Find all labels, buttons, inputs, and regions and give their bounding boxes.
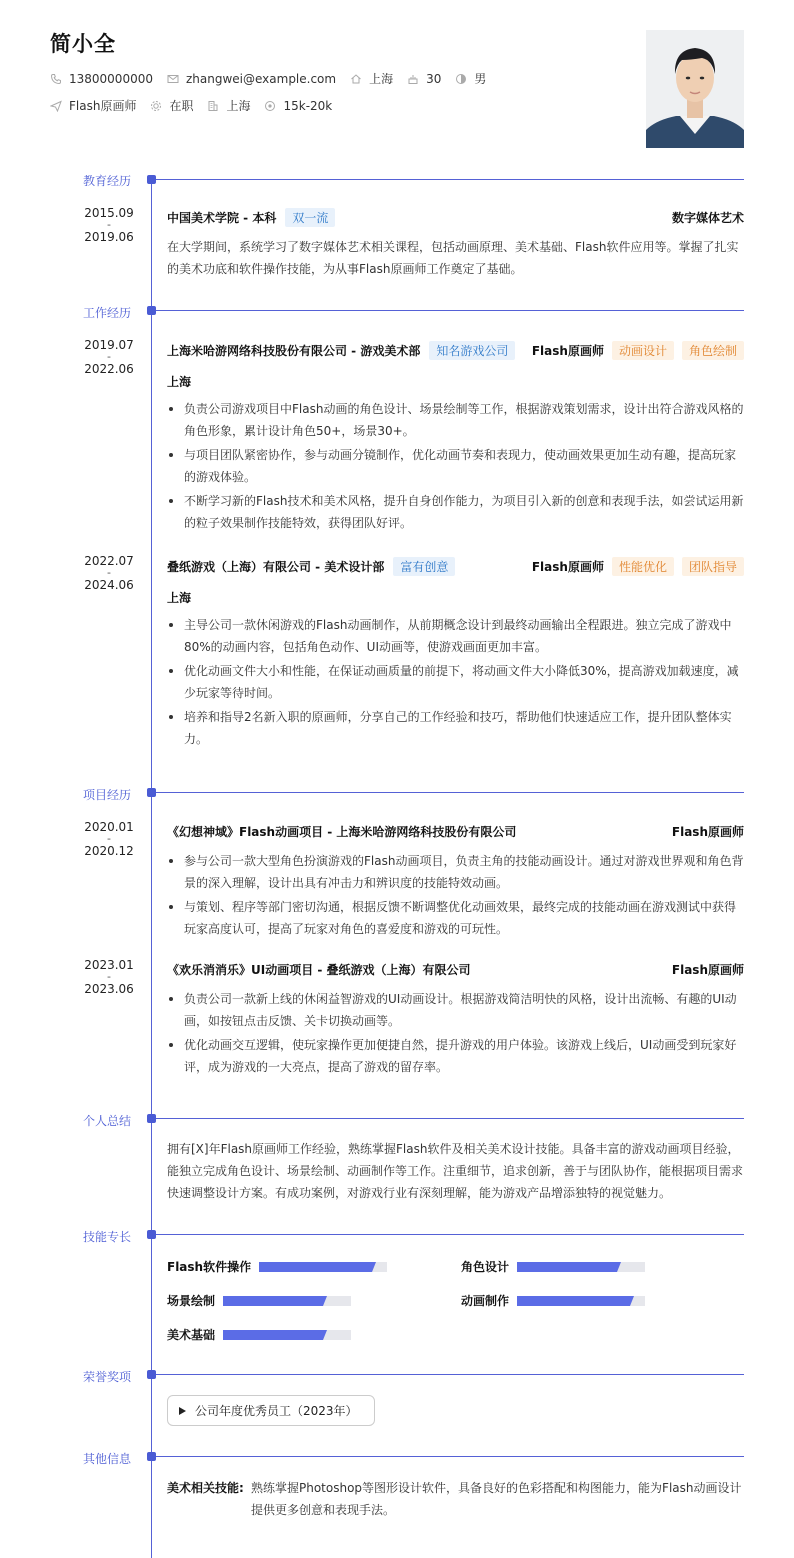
company-tag: 知名游戏公司 [429,341,515,360]
skill-tag: 团队指导 [682,557,744,576]
list-item: 负责公司一款新上线的休闲益智游戏的UI动画设计。根据游戏简洁明快的风格，设计出流畅、有趣的UI动画，如按钮点击反馈、关卡切换动画等。 [167,988,744,1032]
email-text: zhangwei@example.com [185,71,337,86]
building-icon [207,100,219,112]
email-item [167,72,336,86]
section-dot [147,175,156,184]
gear-icon [150,100,162,112]
project-role: Flash原画师 [671,825,744,839]
school-tag: 双一流 [285,208,335,227]
section-dot [147,1452,156,1461]
project-bullets-1 [167,850,744,942]
project-bullets-2 [167,988,744,1080]
list-item: 优化动画交互逻辑，使玩家操作更加便捷自然，提升游戏的用户体验。该游戏上线后，UI动画受到玩家好评，成为游戏的一大亮点，提高了游戏的留存率。 [167,1034,744,1078]
other-info [167,1477,744,1521]
company-tag: 富有创意 [393,557,455,576]
project-date-1: 2020.01 - 2020.12 [84,820,134,858]
list-item: 与策划、程序等部门密切沟通，根据反馈不断调整优化动画效果，最终完成的技能动画在游戏测试中获得玩家高度认可，提高了玩家对角色的喜爱度和游戏的可玩性。 [167,896,744,940]
company-name: 上海米哈游网络科技股份有限公司 - 游戏美术部 [167,344,421,358]
skill-name: 美术基础 [167,1328,216,1342]
other-value: 熟练掌握Photoshop等图形设计软件，具备良好的色彩搭配和构图能力，能为Flash动画设计提供更多创意和表现手法。 [251,1481,742,1517]
skill-name: 场景绘制 [167,1294,216,1308]
salary-text: 15k-20k [283,98,333,113]
candidate-name: 简小全 [50,32,116,56]
skill-fill [517,1296,630,1306]
salary-item [264,99,332,113]
major: 数字媒体艺术 [671,211,744,225]
intention-row [50,97,346,114]
section-title-summary: 个人总结 [83,1114,132,1128]
cake-icon [407,73,419,85]
list-item: 培养和指导2名新入职的原画师，分享自己的工作经验和技巧，帮助他们快速适应工作，提升团队整体实力。 [167,706,744,750]
skill-item [461,1258,645,1275]
section-dot [147,1114,156,1123]
age-item [407,72,441,86]
education-header [167,208,744,227]
project-title: 《幻想神域》Flash动画项目 - 上海米哈游网络科技股份有限公司 [167,825,517,839]
skill-fill [223,1330,323,1340]
skill-name: Flash软件操作 [167,1260,252,1274]
job-text: Flash原画师 [69,99,137,113]
coin-icon [264,100,276,112]
timeline-line [151,178,152,1558]
skill-tag: 角色绘制 [682,341,744,360]
section-dot [147,788,156,797]
project-header-1 [167,823,744,840]
list-item: 不断学习新的Flash技术和美术风格，提升自身创作能力，为项目引入新的创意和表现手法，如尝试运用新的粒子效果制作技能特效，获得团队好评。 [167,490,744,534]
status-item [150,97,193,114]
skill-bar [517,1296,645,1306]
project-title: 《欢乐消消乐》UI动画项目 - 叠纸游戏（上海）有限公司 [167,963,471,977]
skill-item [167,1326,351,1343]
job-role: Flash原画师 [531,560,604,574]
skill-bar [223,1296,351,1306]
list-item: 优化动画文件大小和性能，在保证动画质量的前提下，将动画文件大小降低30%，提高游戏加载速度，减少玩家等待时间。 [167,660,744,704]
avatar [646,30,744,148]
gender-icon [455,73,467,85]
section-title-work: 工作经历 [83,306,132,320]
phone-item [50,72,153,86]
section-divider [156,179,744,180]
skill-tag: 动画设计 [612,341,674,360]
work-date-1: 2019.07 - 2022.06 [84,338,134,376]
skill-item [167,1292,351,1309]
home-icon [350,73,362,85]
section-dot [147,1370,156,1379]
skill-bar [223,1330,351,1340]
age-text: 30 [426,71,442,86]
skill-fill [223,1296,323,1306]
work-header-2 [167,557,744,576]
gender-text: 男 [474,72,487,86]
section-title-education: 教育经历 [83,174,132,188]
phone-text: 13800000000 [69,71,153,86]
contact-row [50,70,500,87]
summary-text: 拥有[X]年Flash原画师工作经验，熟练掌握Flash软件及相关美术设计技能。具备丰富的游戏动画项目经验，能独立完成角色设计、场景绘制、动画制作等工作。注重细节，追求创新，善于与团队协作，能根据项目需求快速调整设计方案。有成功案例，对游戏行业有深刻理解，能为游戏产品增添独特的视觉魅力。 [167,1142,744,1200]
skill-bar [517,1262,645,1272]
job-role: Flash原画师 [531,344,604,358]
company-name: 叠纸游戏（上海）有限公司 - 美术设计部 [167,560,385,574]
project-date-2: 2023.01 - 2023.06 [84,958,134,996]
section-title-awards: 荣誉奖项 [83,1370,132,1384]
section-dot [147,1230,156,1239]
play-icon [179,1407,186,1415]
other-key: 美术相关技能: [167,1481,244,1495]
status-text: 在职 [169,99,194,113]
work-city: 上海 [167,375,192,389]
section-title-other: 其他信息 [83,1452,132,1466]
section-divider [156,1234,744,1235]
section-divider [156,310,744,311]
school-name: 中国美术学院 - 本科 [167,211,277,225]
job-item [50,97,136,114]
award-item[interactable] [167,1395,375,1426]
work-bullets-1 [167,398,744,536]
project-role: Flash原画师 [671,963,744,977]
mail-icon [167,73,179,85]
work-city: 上海 [167,591,192,605]
award-label: 公司年度优秀员工（2023年） [195,1404,358,1418]
section-divider [156,1374,744,1375]
list-item: 参与公司一款大型角色扮演游戏的Flash动画项目，负责主角的技能动画设计。通过对游戏世界观和角色背景的深入理解，设计出具有冲击力和辨识度的技能特效动画。 [167,850,744,894]
list-item: 主导公司一款休闲游戏的Flash动画制作，从前期概念设计到最终动画输出全程跟进。独立完成了游戏中80%的动画内容，包括角色动作、UI动画等，使游戏画面更加丰富。 [167,614,744,658]
section-divider [156,1456,744,1457]
education-description: 在大学期间，系统学习了数字媒体艺术相关课程，包括动画原理、美术基础、Flash软件应用等。掌握了扎实的美术功底和软件操作技能，为从事Flash原画师工作奠定了基础。 [167,240,739,276]
send-icon [50,100,62,112]
education-date: 2015.09 - 2019.06 [84,206,134,244]
skill-item [461,1292,645,1309]
skill-tag: 性能优化 [612,557,674,576]
skill-name: 动画制作 [461,1294,510,1308]
section-divider [156,1118,744,1119]
list-item: 与项目团队紧密协作，参与动画分镜制作，优化动画节奏和表现力，使动画效果更加生动有趣，提高玩家的游戏体验。 [167,444,744,488]
work-header-1 [167,341,744,360]
project-header-2 [167,961,744,978]
list-item: 负责公司游戏项目中Flash动画的角色设计、场景绘制等工作，根据游戏策划需求，设计出符合游戏风格的角色形象，累计设计角色50+，场景30+。 [167,398,744,442]
section-dot [147,306,156,315]
work-date-2: 2022.07 - 2024.06 [84,554,134,592]
location-text: 上海 [369,72,394,86]
skill-fill [517,1262,617,1272]
section-title-project: 项目经历 [83,788,132,802]
skill-fill [259,1262,372,1272]
location-item [350,70,393,87]
work-bullets-2 [167,614,744,752]
section-title-skills: 技能专长 [83,1230,132,1244]
section-divider [156,792,744,793]
phone-icon [50,73,62,85]
skill-bar [259,1262,387,1272]
target-city-text: 上海 [226,99,251,113]
target-city-item [207,97,250,114]
skill-item [167,1258,387,1275]
gender-item [455,70,486,87]
skill-name: 角色设计 [461,1260,510,1274]
